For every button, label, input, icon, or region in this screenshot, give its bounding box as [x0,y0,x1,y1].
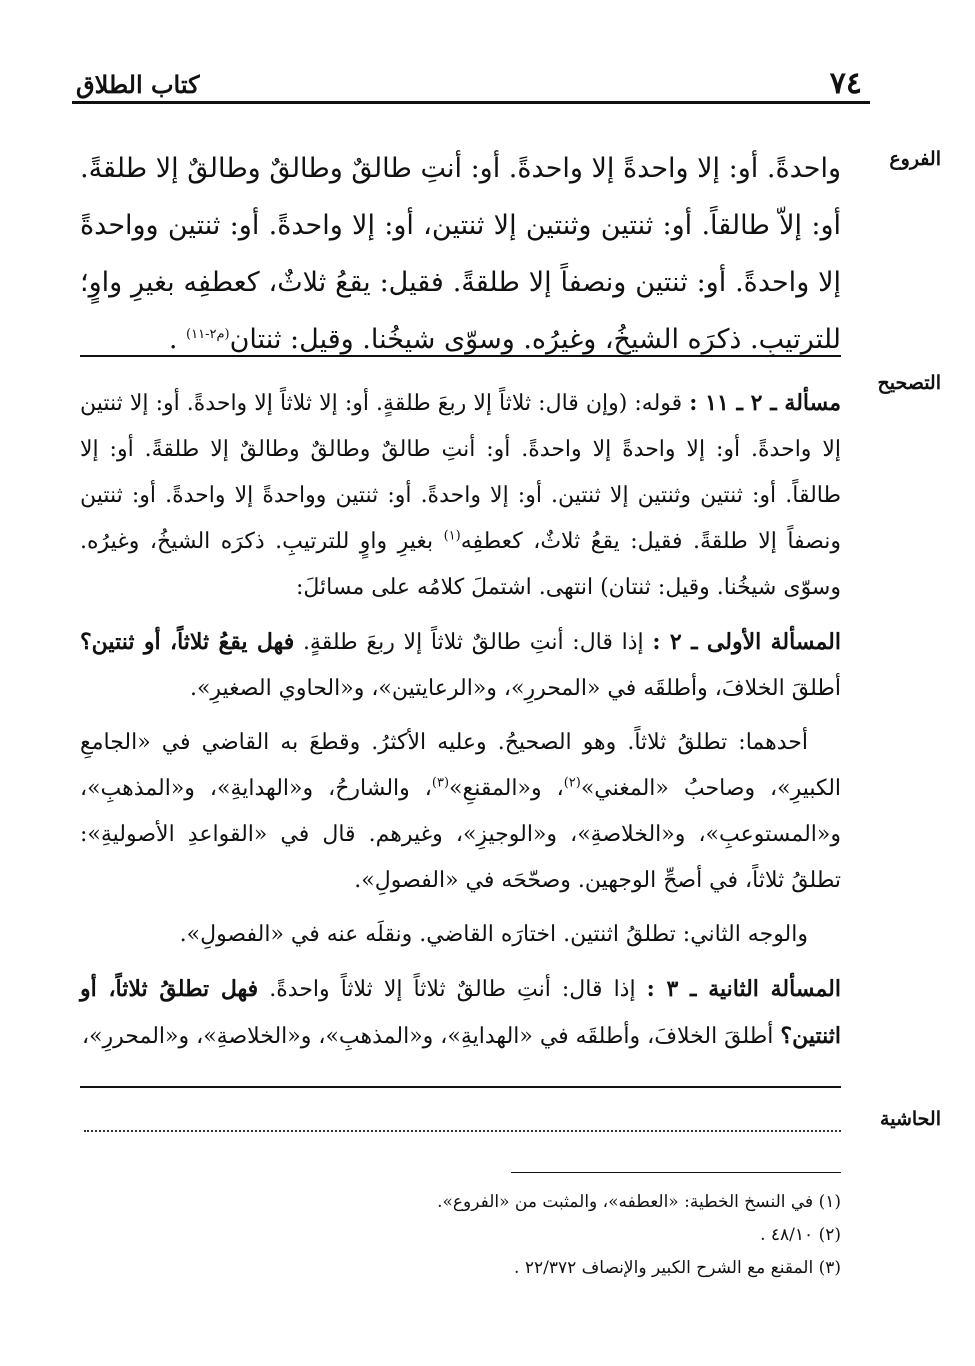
page-header [72,60,870,104]
footnote-ref-2: (٢) [563,775,581,791]
intro-text-a: قوله: (وإن قال: ثلاثاً إلا ربعَ طلقةٍ. أو: إلا ثلاثاً إلا واحدةً. أو: إلا ثنتين إلا واحدةً. أو: إلا واحدةً إلا واحدةً. أو: أنتِ طالقٌ وطالقٌ وطالقٌ إلا طلقةً. أو: إلا طالقاً. أو: ثنتين وثنتين إلا ثنتين. أو: إلا واحدةً. أو: ثنتين وواحدةً إلا واحدةً. أو: ثنتين ونصفاً إلا طلقةً. فقيل: يقعُ ثلاثٌ، كعطفِه [80,391,841,554]
masala-1 [80,619,841,712]
furu-end: . [168,324,187,355]
tashih-section [80,380,841,1060]
section-divider-bottom [80,1086,841,1088]
footnote-ref-1: (١) [443,528,461,544]
first-opinion-text-a: أحدهما: تطلقُ ثلاثاً. وهو الصحيحُ. وعليه الأكثرُ. وقطعَ به القاضي في «الجامعِ الكبيرِ»، وصاحبُ «المغني» [80,730,842,801]
section-label-furu: الفروع [889,148,941,170]
masala-1-text-b: أطلقَ الخلافَ، وأطلقَه في «المحررِ»، و«الرعايتين»، و«الحاوي الصغيرِ». [189,676,841,701]
footnote-3: (٣) المقنع مع الشرح الكبير والإنصاف ٢٢/٣٧٢ . [514,1258,841,1278]
footnote-ref-3: (٣) [431,775,450,791]
first-opinion-text-b: ، و«المقنعِ» [449,776,564,801]
masala-2-heading: المسألة الثانية ـ ٣ : [646,976,841,1002]
masala-2-text-a: إذا قال: أنتِ طالقٌ ثلاثاً إلا ثلاثاً واحدةً. [258,977,647,1002]
masala-2 [80,966,841,1060]
hashiya-dotted-line [84,1112,841,1132]
first-opinion [80,720,841,904]
furu-text: واحدةً. أو: إلا واحدةً إلا واحدةً. أو: أنتِ طالقٌ وطالقٌ وطالقٌ إلا طلقةً. أو: إلاّ طالقاً. أو: ثنتين وثنتين إلا ثنتين، أو: إلا واحدةً. أو: ثنتين وواحدةً إلا واحدةً. أو: ثنتين ونصفاً إلا طلقةً. فقيل: يقعُ ثلاثٌ، كعطفِه بغيرِ واوٍ؛ للترتيبِ. ذكرَه الشيخُ، وغيرُه. وسوّى شيخُنا. وقيل: ثنتان [80,153,841,355]
section-label-hashiya: الحاشية [880,1108,941,1130]
header-rule [72,101,870,104]
footnote-1: (١) في النسخ الخطية: «العطفه»، والمثبت من «الفروع». [437,1192,841,1212]
masala-2-text-b: أطلقَ الخلافَ، وأطلقَه في «الهدايةِ»، و«المذهبِ»، و«الخلاصةِ»، و«المحررِ»، [81,1024,781,1049]
section-label-tashih: التصحيح [877,372,941,394]
furu-section [80,140,841,368]
book-title: كتاب الطلاق [76,70,200,99]
page-number: ٧٤ [829,66,862,101]
section-divider [80,355,841,357]
intro-text-b: بغيرِ واوٍ للترتيبِ. ذكرَه الشيخُ، وغيرُه. وسوّى شيخُنا. وقيل: ثنتان) انتهى. اشتملَ كلامُه على مسائلَ: [80,529,841,600]
furu-paragraph [80,140,841,368]
footnotes [80,1186,841,1285]
tashih-intro [80,380,841,611]
footnote-2: (٢) ٤٨/١٠ . [760,1225,841,1245]
masala-heading: مسألة ـ ٢ ـ ١١ : [689,390,842,416]
furu-ref: (م٢-١١) [186,327,230,342]
masala-1-text-a: إذا قال: أنتِ طالقٌ ثلاثاً إلا ربعَ طلقةٍ. [294,630,653,655]
second-opinion: والوجه الثاني: تطلقُ اثنتين. اختارَه القاضي. ونقلَه عنه في «الفصولِ». [179,922,808,947]
masala-1-question: فهل يقعُ ثلاثاً، أو ثنتين؟ [80,629,295,655]
masala-2-question: فهل تطلقُ ثلاثاً، أو اثنتين؟ [80,976,841,1049]
masala-1-heading: المسألة الأولى ـ ٢ : [652,629,841,655]
first-opinion-text-c: ، والشارحُ، و«الهدايةِ»، و«المذهبِ»، و«المستوعبِ»، و«الخلاصةِ»، و«الوجيزِ»، وغيرهم. قال في «القواعدِ الأصوليةِ»: تطلقُ ثلاثاً، في أصحِّ الوجهين. وصحّحَه في «الفصولِ». [80,776,841,893]
footnote-rule [511,1172,841,1173]
